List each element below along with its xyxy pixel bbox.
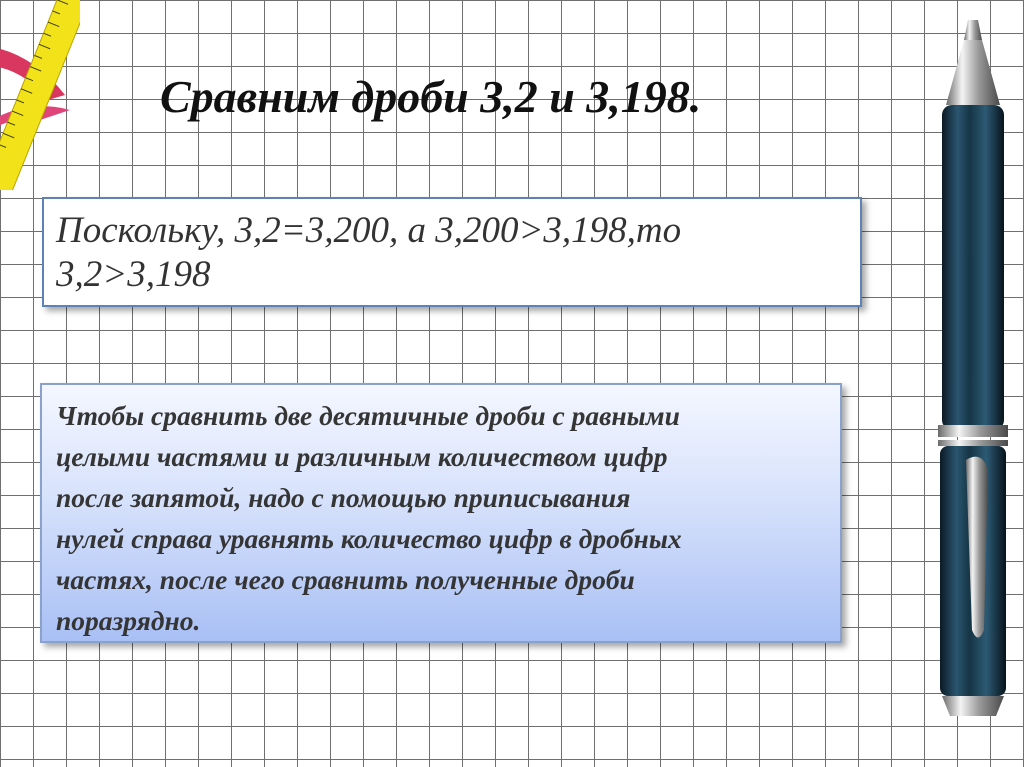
rule-line-5: частях, после чего сравнить полученные дроби <box>56 564 635 595</box>
rule-box <box>40 383 842 643</box>
rule-line-1: Чтобы сравнить две десятичные дроби с равными <box>56 400 680 431</box>
rule-line-2: целыми частями и различным количеством цифр <box>56 441 668 472</box>
statement-line-2: 3,2>3,198 <box>56 254 211 295</box>
rule-line-6: поразрядно. <box>56 605 201 636</box>
ballpoint-pen-icon <box>920 20 1024 725</box>
statement-line-1: Поскольку, 3,2=3,200, а 3,200>3,198,то <box>56 210 682 251</box>
statement-box <box>42 197 862 307</box>
rule-line-4: нулей справа уравнять количество цифр в дробных <box>56 523 682 554</box>
slide-title: Сравним дроби 3,2 и 3,198. <box>160 71 702 122</box>
ruler-protractor-icon <box>0 0 80 190</box>
rule-line-3: после запятой, надо с помощью приписывания <box>56 482 631 513</box>
